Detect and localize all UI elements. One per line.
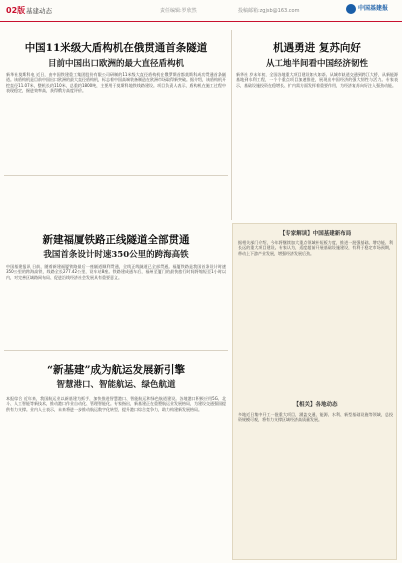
logo-icon (346, 4, 356, 14)
row-divider-2 (4, 350, 228, 351)
article-3-body: 本报综合 近年来，我国航运业以新基建为抓手，加快推进智慧港口、智能航运和绿色航道建设。各地港口积极应用5G、北斗、人工智能等新技术，推动港口作业自动化、管理智能化。专家指出，新基建正在重塑航运业发展格局，为建设交通强国提供有力支撑。业内人士表示，未来将进一步推动航运数字化转型，提升港口综合竞争力，助力构建新发展格局。 (6, 396, 226, 412)
submission-email: 投稿邮箱:zgjsb@163.com (238, 8, 300, 14)
column-divider (231, 30, 232, 220)
row-divider-1 (4, 175, 228, 176)
article-4-subtitle: 从工地半间看中国经济韧性 (265, 59, 368, 69)
sidebar-section2-title: 【相关】各地动态 (293, 402, 338, 408)
article-4-title: 机遇勇进 复苏向好 (273, 42, 361, 54)
page-header (0, 0, 402, 22)
sidebar-title: 【专家解读】中国基建新布局 (279, 231, 352, 237)
sidebar-section2-body: 多地近日集中开工一批重大项目，涵盖交通、能源、水利、新型基础设施等领域，总投资规模可观，将有力支撑区域经济高质量发展。 (238, 412, 393, 423)
article-1-title: 中国11米级大盾构机在俄贯通首条隧道 (24, 42, 208, 54)
logo-text: 中国基建报 (358, 5, 389, 12)
article-3-title: “新基建”成为航运发展新引擎 (46, 364, 186, 376)
sidebar-body: 据相关部门介绍，今年将继续加大重点领域补短板力度，推进一批强基础、增功能、利长远的重大项目建设。专家认为，适度超前开展基础设施建设，有利于稳定市场预期，带动上下游产业发展，增强经济发展后劲。 (238, 240, 393, 256)
article-1-subtitle: 目前中国出口欧洲的最大直径盾构机 (47, 59, 184, 69)
article-2-subtitle: 我国首条设计时速350公里的跨海高铁 (43, 250, 189, 260)
article-4-body: 新华社 岁末年初，全国各地重大项目建设如火如荼。从城市轨道交通到跨江大桥，从新能源基地到水利工程，一个个重点项目加速推进，展现出中国经济的强大韧性与活力。专家表示，基础设施投资在稳增长、扩内需方面发挥着重要作用，为经济复苏向好注入强劲动能。 (236, 72, 398, 88)
article-1-body: 新华社莫斯科电 近日，由中国铁建重工集团股份有限公司研制的11米级大直径盾构机在俄罗斯首都莫斯科成功贯通首条隧道。该盾构机是目前中国出口欧洲的最大直径盾构机，标志着中国高端装备制造在欧洲市场取得新突破。据介绍，该盾构机开挖直径11.07米，整机长约110米，总重约1800吨，主要用于莫斯科地铁线路建设。项目负责人表示，盾构机在施工过程中表现稳定，掘进效率高，获得俄方高度评价。 (6, 72, 226, 94)
logo (346, 3, 388, 14)
section-title: 基建动态 (26, 7, 52, 15)
page-number: 02版 (6, 6, 26, 15)
article-2-title: 新建福厦铁路正线隧道全部贯通 (42, 234, 190, 246)
editor-credit: 责任编辑:罗欣然 (160, 8, 197, 14)
article-3-subtitle: 智慧港口、智能航运、绿色航道 (56, 380, 176, 390)
sidebar-box (232, 223, 397, 560)
article-2-body: 中国基建报讯 日前，随着新建福厦铁路最后一座隧道顺利贯通，全线正线隧道已全部贯通。福厦铁路是我国首条设计时速350公里的跨海高铁，线路全长277.42公里，设车站8座。铁路建成通车后，福州至厦门的最快旅行时间将缩短至1小时以内，对完善区域路网布局、促进沿线经济社会发展具有重要意义。 (6, 264, 226, 280)
